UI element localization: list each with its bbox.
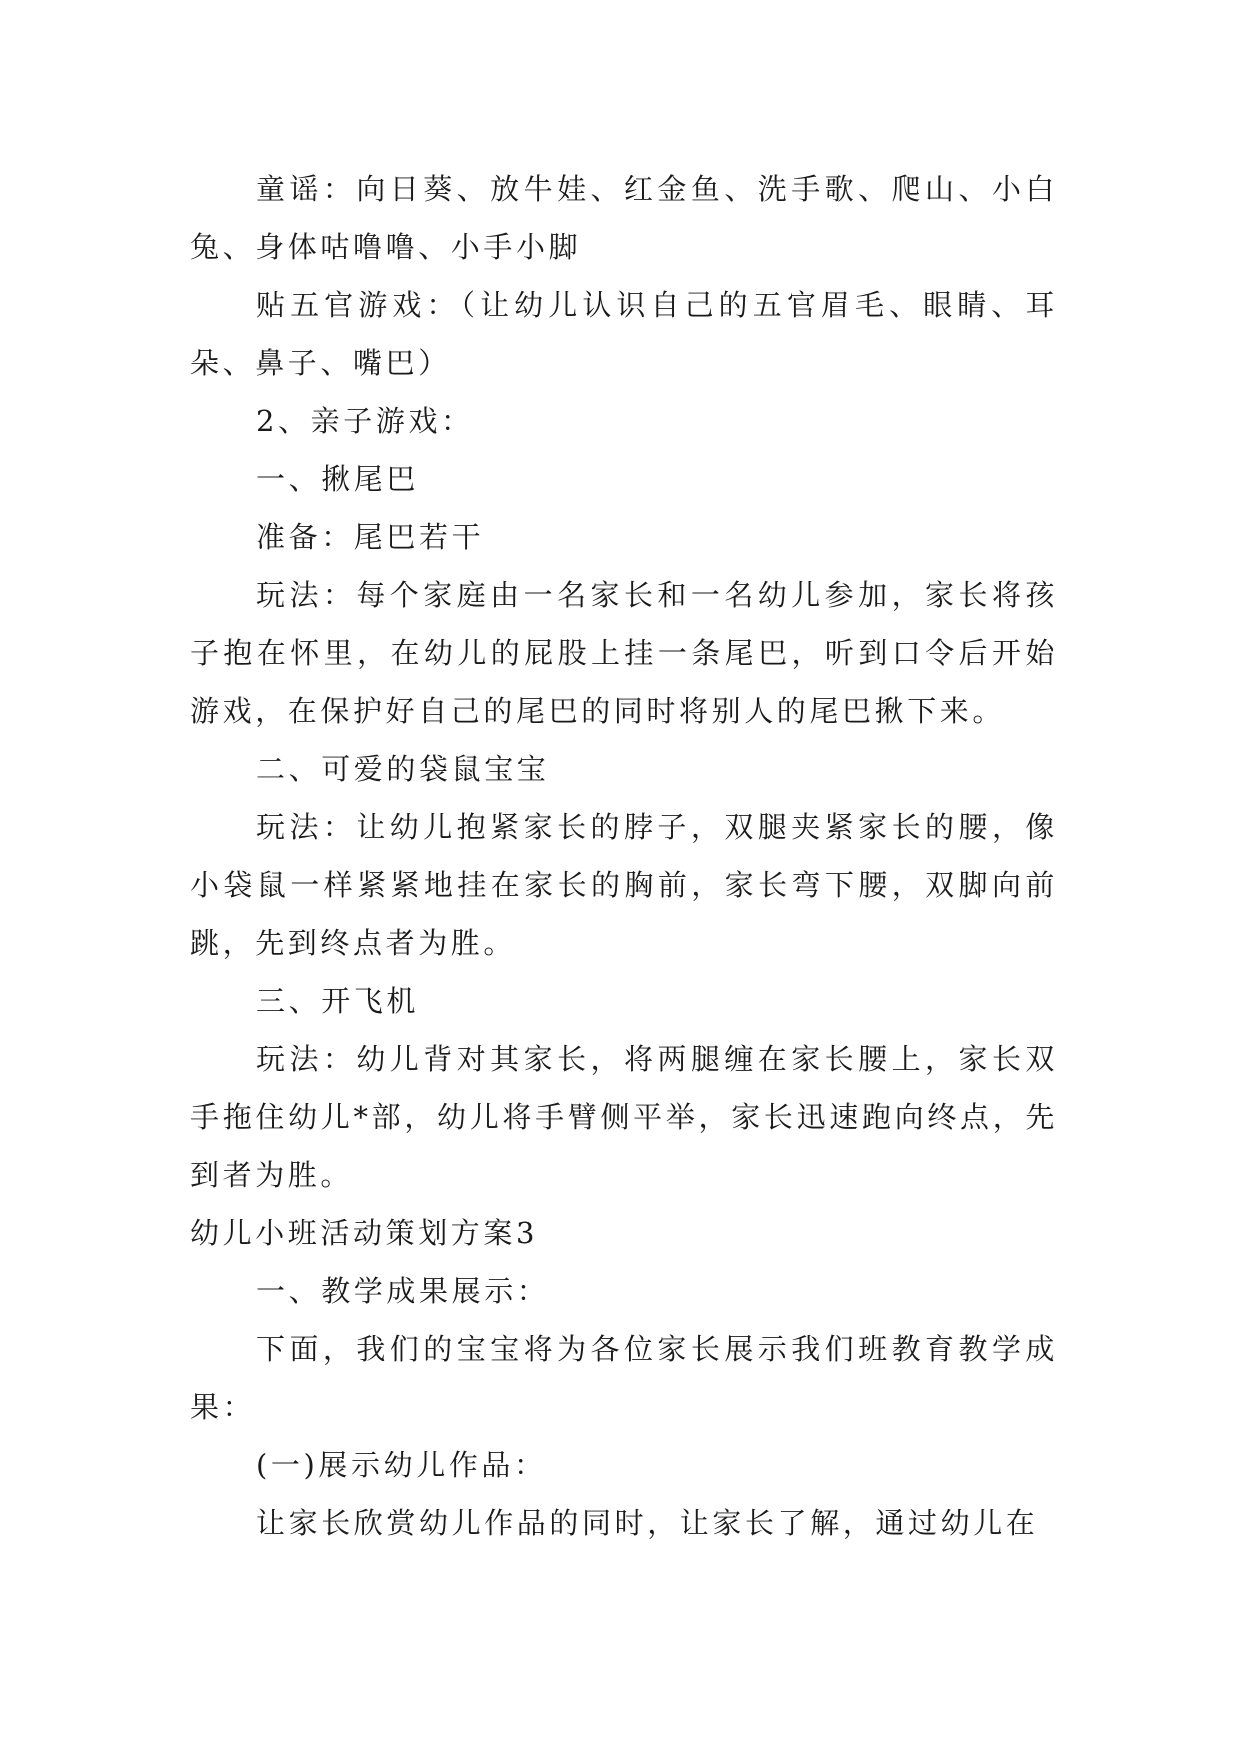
game-preparation: 准备：尾巴若干 (256, 520, 485, 554)
game-title-airplane: 三、开飞机 (256, 984, 420, 1018)
paragraph-nursery-rhymes: 童谣：向日葵、放牛娃、红金鱼、洗手歌、爬山、小白兔、身体咕噜噜、小手小脚 (190, 172, 1058, 264)
subheading-children-works: (一)展示幼儿作品： (256, 1448, 547, 1482)
document-page (190, 160, 1058, 1552)
game-rules-tail-grab: 玩法：每个家庭由一名家长和一名幼儿参加，家长将孩子抱在怀里，在幼儿的屁股上挂一条尾巴，听到口令后开始游戏，在保护好自己的尾巴的同时将别人的尾巴揪下来。 (190, 578, 1058, 728)
section-heading-teaching-results: 一、教学成果展示： (256, 1274, 550, 1308)
section-heading-parent-child-games: 2、亲子游戏： (256, 404, 474, 438)
paragraph-facial-features-game: 贴五官游戏：（让幼儿认识自己的五官眉毛、眼睛、耳朵、鼻子、嘴巴） (190, 288, 1058, 380)
game-rules-airplane: 玩法：幼儿背对其家长，将两腿缠在家长腰上，家长双手拖住幼儿*部，幼儿将手臂侧平举，家长迅速跑向终点，先到者为胜。 (190, 1042, 1058, 1192)
section-title-plan-3: 幼儿小班活动策划方案3 (190, 1216, 539, 1250)
paragraph-results-intro: 下面，我们的宝宝将为各位家长展示我们班教育教学成果： (190, 1332, 1058, 1424)
paragraph-works-description: 让家长欣赏幼儿作品的同时，让家长了解，通过幼儿在 (256, 1506, 1039, 1540)
game-title-kangaroo: 二、可爱的袋鼠宝宝 (256, 752, 550, 786)
game-rules-kangaroo: 玩法：让幼儿抱紧家长的脖子，双腿夹紧家长的腰，像小袋鼠一样紧紧地挂在家长的胸前，家长弯下腰，双脚向前跳，先到终点者为胜。 (190, 810, 1058, 960)
game-title-tail-grab: 一、揪尾巴 (256, 462, 420, 496)
